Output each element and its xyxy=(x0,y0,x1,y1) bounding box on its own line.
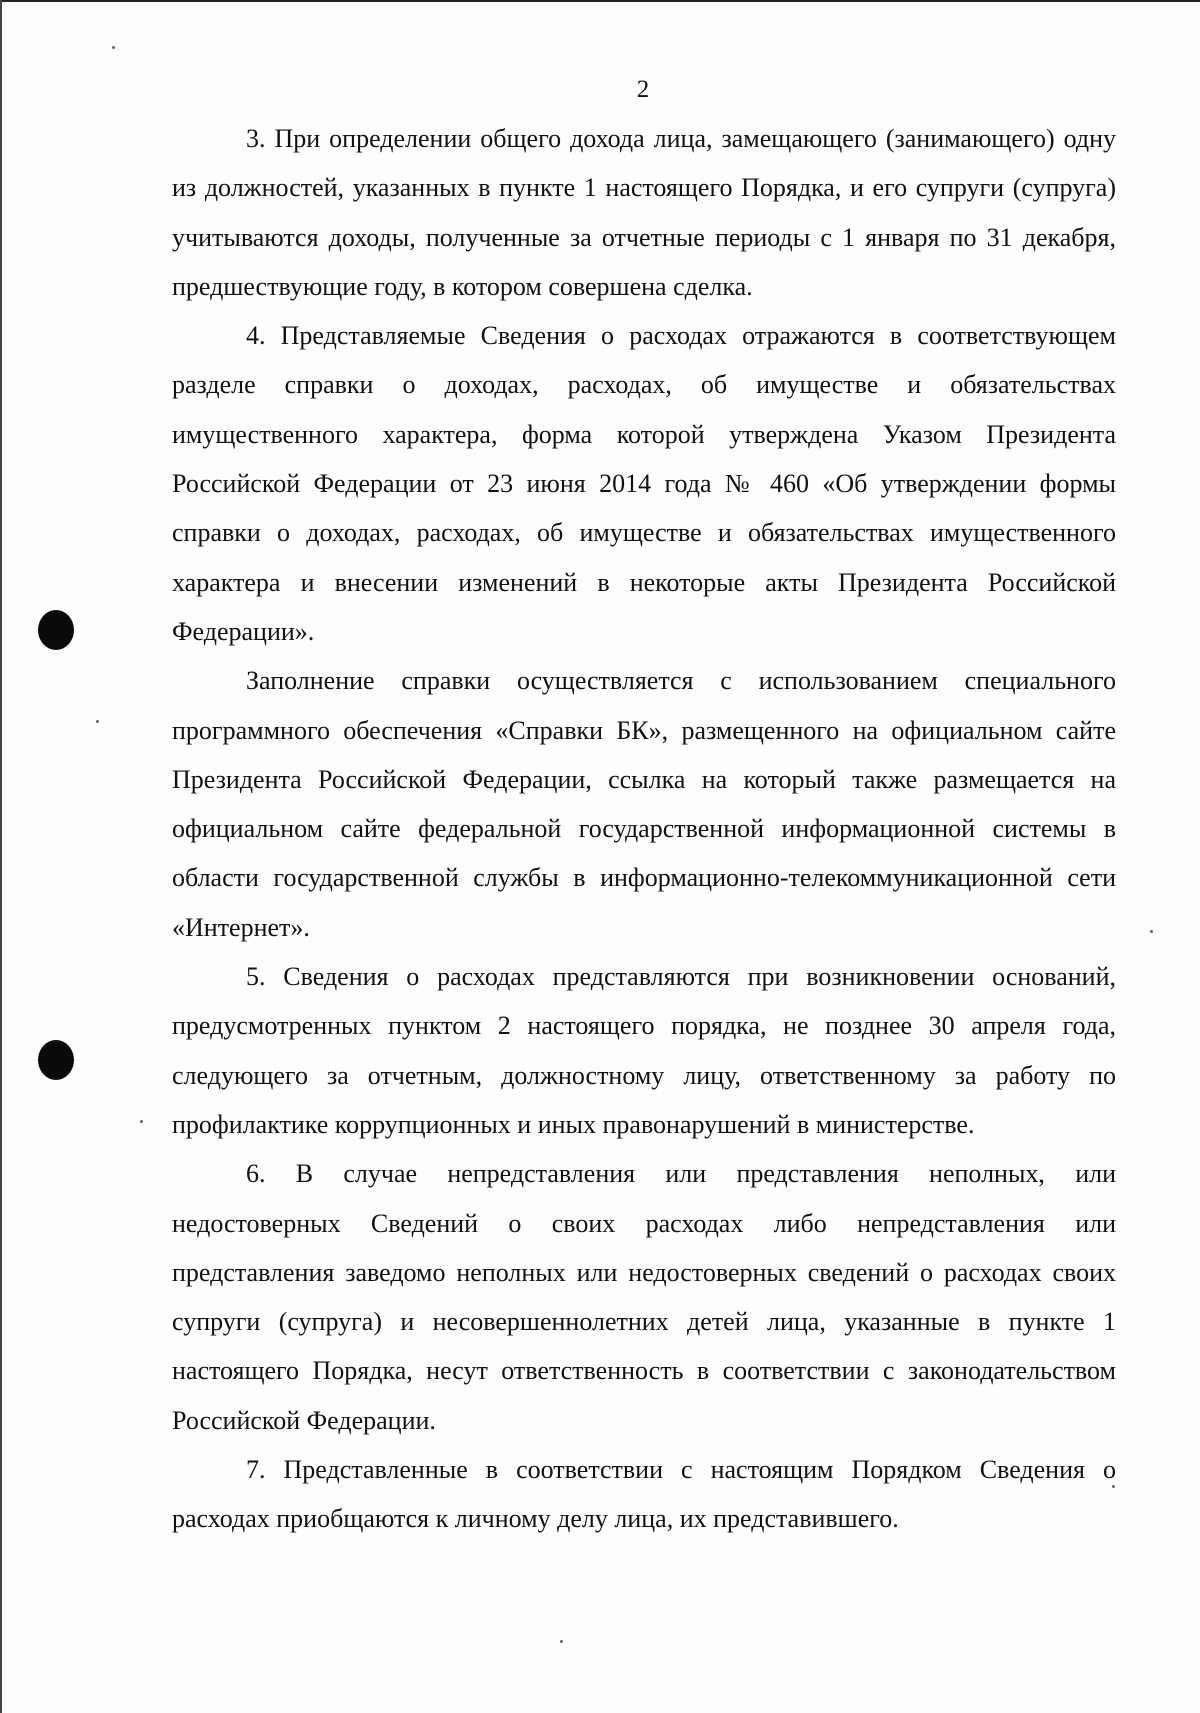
scan-speck xyxy=(140,1120,143,1123)
scan-speck xyxy=(112,46,115,49)
paragraph-4-filling: Заполнение справки осуществляется с использованием специального программного обеспечения «Справки БК», размещенного на официальном сайте Президента Российской Федерации, ссылка на который также размещается на официальном сайте федеральной государственной информационной системы в области государственной службы в информационно-телекоммуникационной сети «Интернет». xyxy=(172,666,1116,942)
paragraph-5: 5. Сведения о расходах представляются при возникновении оснований, предусмотренных пунктом 2 настоящего порядка, не позднее 30 апреля года, следующего за отчетным, должностному лицу, ответственному за работу по профилактике коррупционных и иных правонарушений в министерстве. xyxy=(172,962,1116,1139)
punch-hole-top xyxy=(38,610,74,650)
scan-top-edge xyxy=(0,0,1200,2)
scan-speck xyxy=(1150,930,1153,933)
document-body xyxy=(172,114,1116,1544)
scan-speck xyxy=(560,1640,563,1643)
paragraph-4: 4. Представляемые Сведения о расходах отражаются в соответствующем разделе справки о доходах, расходах, об имуществе и обязательствах имущественного характера, форма которой утверждена Указом Президента Российской Федерации от 23 июня 2014 года № 460 «Об утверждении формы справки о доходах, расходах, об имуществе и обязательствах имущественного характера и внесении изменений в некоторые акты Президента Российской Федерации». xyxy=(172,321,1116,646)
paragraph-6: 6. В случае непредставления или представления неполных, или недостоверных Сведений о своих расходах либо непредставления или представления заведомо неполных или недостоверных сведений о расходах своих супруги (супруга) и несовершеннолетних детей лица, указанные в пункте 1 настоящего Порядка, несут ответственность в соответствии с законодательством Российской Федерации. xyxy=(172,1159,1116,1435)
paragraph-3: 3. При определении общего дохода лица, замещающего (занимающего) одну из должностей, указанных в пункте 1 настоящего Порядка, и его супруги (супруга) учитываются доходы, полученные за отчетные периоды с 1 января по 31 декабря, предшествующие году, в котором совершена сделка. xyxy=(172,124,1116,301)
punch-hole-bottom xyxy=(38,1040,74,1080)
scan-speck xyxy=(96,720,99,723)
paragraph-7: 7. Представленные в соответствии с настоящим Порядком Сведения о расходах приобщаются к личному делу лица, их представившего. xyxy=(172,1455,1116,1534)
page-number: 2 xyxy=(636,76,650,103)
scan-left-edge xyxy=(0,0,2,1713)
